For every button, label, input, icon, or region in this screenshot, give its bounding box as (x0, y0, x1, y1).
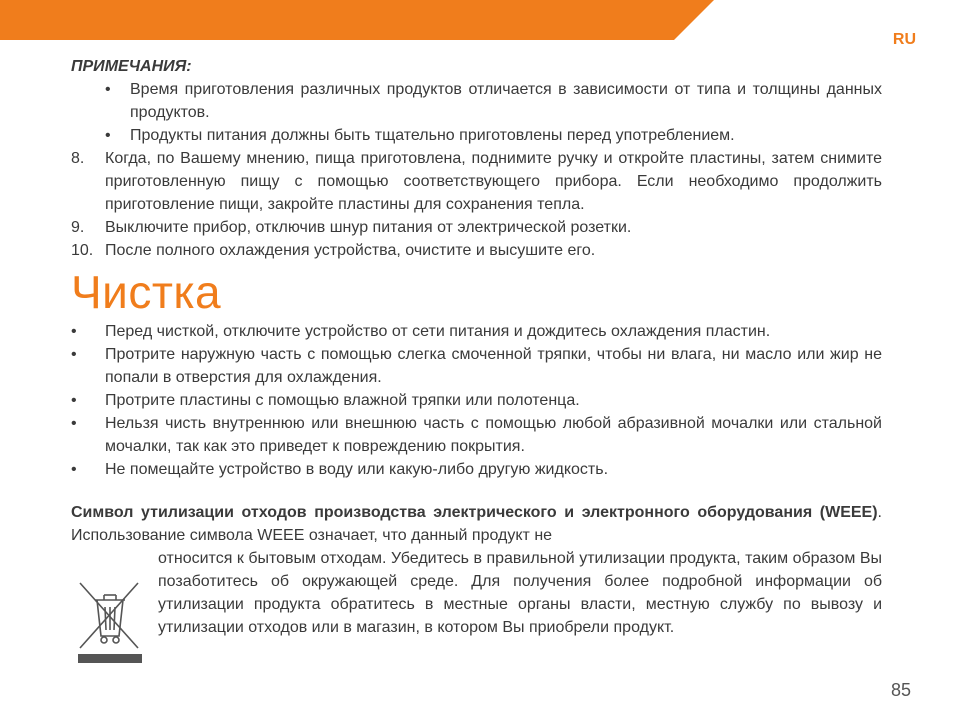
bullet-mark: • (71, 415, 77, 432)
header-accent-bar (0, 0, 954, 40)
cleaning-title: Чистка (71, 266, 222, 318)
weee-title: Символ утилизации отходов производства электрического и электронного оборудования (WEEE) (71, 504, 878, 521)
bullet-mark: • (71, 461, 77, 478)
note-item (71, 124, 882, 147)
step-item (71, 147, 882, 216)
cleaning-text: Перед чисткой, отключите устройство от сети питания и дождитесь охлаждения пластин. (105, 323, 771, 340)
page-number: 85 (890, 680, 911, 700)
step-number: 10. (71, 242, 94, 259)
bullet-mark: • (105, 127, 111, 144)
step-text: Когда, по Вашему мнению, пища приготовлена, поднимите ручку и откройте пластины, затем снимите приготовленную пищу с помощью соответствующего прибора. Если необходимо продолжить приготовление пищи, закройте пластины для сохранения тепла. (105, 150, 882, 213)
cleaning-item (71, 389, 882, 412)
language-label: RU (892, 31, 916, 48)
step-item (71, 239, 882, 262)
cleaning-text: Протрите пластины с помощью влажной тряпки или полотенца. (105, 392, 580, 409)
step-text: После полного охлаждения устройства, очистите и высушите его. (105, 242, 596, 259)
weee-rest: относится к бытовым отходам. Убедитесь в правильной утилизации продукта, таким образом Вы позаботитесь об окружающей среде. Для получения более подробной информации об утилизации продукта обратитесь в местные органы власти, местную службу по вывозу и утилизации отходов или в магазин, в котором Вы приобрели продукт. (158, 550, 882, 636)
step-number: 9. (71, 219, 85, 236)
bullet-mark: • (71, 392, 77, 409)
cleaning-text: Протрите наружную часть с помощью слегка смоченной тряпки, чтобы ни влага, ни масло или жир не попали в отверстия для охлаждения. (105, 346, 882, 386)
cleaning-text: Нельзя чисть внутреннюю или внешнюю часть с помощью любой абразивной мочалки или стальной мочалки, так как это приведет к повреждению покрытия. (105, 415, 882, 455)
weee-lead: . Использование символа WEEE означает, что данный продукт не (71, 504, 882, 544)
cleaning-item (71, 458, 882, 481)
cleaning-item (71, 412, 882, 458)
weee-paragraph (71, 501, 882, 547)
step-number: 8. (71, 150, 85, 167)
crossed-bin-icon (76, 580, 144, 666)
note-text: Продукты питания должны быть тщательно приготовлены перед употреблением. (130, 127, 735, 144)
bullet-mark: • (71, 323, 77, 340)
cleaning-item (71, 320, 882, 343)
page-content (71, 55, 882, 639)
cleaning-text: Не помещайте устройство в воду или какую-либо другую жидкость. (105, 461, 609, 478)
note-item (71, 78, 882, 124)
bullet-mark: • (105, 81, 111, 98)
step-item (71, 216, 882, 239)
notes-heading: ПРИМЕЧАНИЯ: (71, 58, 192, 75)
note-text: Время приготовления различных продуктов отличается в зависимости от типа и толщины данных продуктов. (130, 81, 882, 121)
cleaning-item (71, 343, 882, 389)
bullet-mark: • (71, 346, 77, 363)
step-text: Выключите прибор, отключив шнур питания от электрической розетки. (105, 219, 632, 236)
